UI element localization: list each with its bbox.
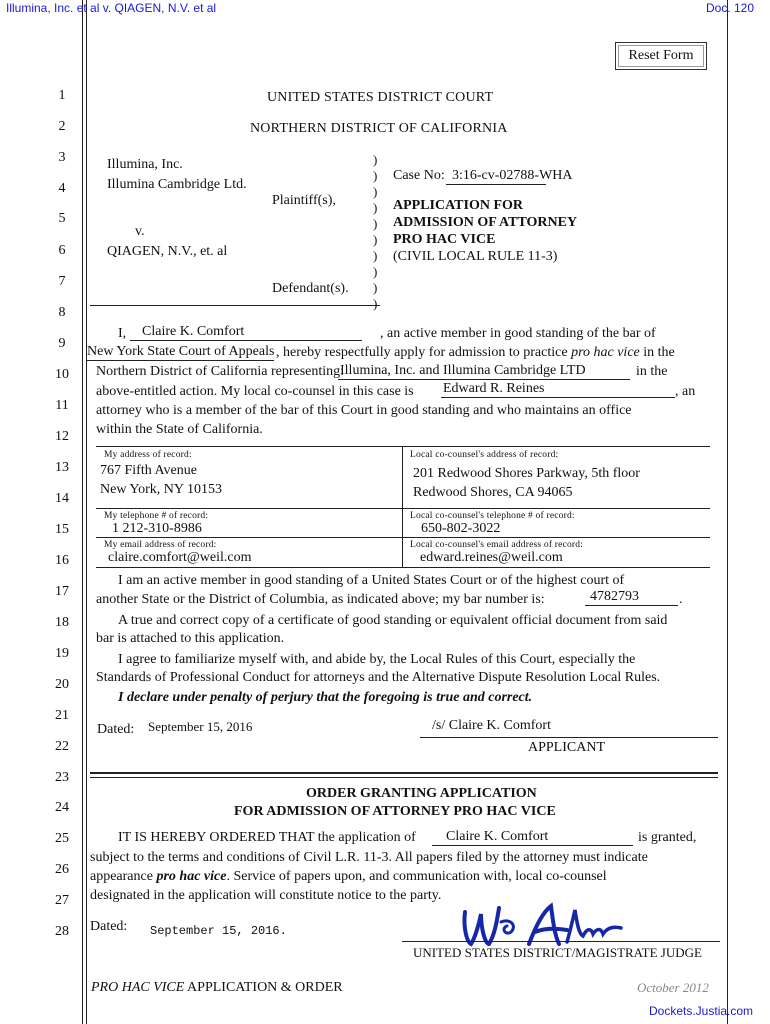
caption-paren: ): [373, 232, 378, 247]
order-text-2: subject to the terms and conditions of Civil L.R. 11-3. All papers filed by the attorney must indicate: [90, 850, 648, 865]
app-text-5: attorney who is a member of the bar of this Court in good standing and who maintains an office: [96, 403, 632, 418]
order-text-1a: IT IS HEREBY ORDERED THAT the application of: [118, 830, 416, 845]
app-text-4: above-entitled action. My local co-counsel in this case is: [96, 384, 414, 399]
line-number: 10: [55, 367, 69, 382]
decl-p1-a: I am an active member in good standing of a United States Court or of the highest court of: [118, 573, 625, 588]
order-text-3: [90, 869, 607, 885]
my-email[interactable]: claire.comfort@weil.com: [108, 550, 252, 565]
decl-p1-end: .: [679, 592, 683, 607]
order-pro-hac-vice: pro hac vice: [156, 869, 227, 884]
local-phone-label: Local co-counsel's telephone # of record:: [410, 511, 575, 521]
footer-form-name: [91, 980, 343, 996]
line-number: 12: [55, 429, 69, 444]
applicant-label: APPLICANT: [528, 740, 606, 755]
caption-paren: ): [373, 264, 378, 279]
records-rule-3: [96, 537, 710, 538]
records-divider: [402, 446, 403, 568]
order-applicant-underline: [432, 845, 633, 846]
line-number: 6: [58, 243, 66, 258]
representing-field[interactable]: Illumina, Inc. and Illumina Cambridge LTD: [340, 363, 586, 378]
footer-form-a: PRO HAC VICE: [91, 980, 185, 995]
caption-title-3: PRO HAC VICE: [393, 232, 496, 247]
line-number: 23: [55, 770, 69, 785]
line-number: 11: [55, 398, 69, 413]
justia-watermark[interactable]: Dockets.Justia.com: [649, 1004, 754, 1018]
my-address-label: My address of record:: [104, 450, 192, 460]
pro-hac-vice-text: pro hac vice: [571, 345, 640, 360]
order-title-2: FOR ADMISSION OF ATTORNEY PRO HAC VICE: [234, 804, 556, 819]
left-margin-line-2: [86, 0, 87, 1024]
doc-number[interactable]: Doc. 120: [706, 1, 755, 15]
caption-paren: ): [373, 248, 378, 263]
app-text-6: within the State of California.: [96, 422, 263, 437]
plaintiff-1: Illumina, Inc.: [107, 157, 183, 172]
caption-underline: [90, 305, 380, 306]
order-divider-1: [90, 772, 718, 774]
caption-paren: ): [373, 200, 378, 215]
caption-paren: ): [373, 152, 378, 167]
case-no-underline: [446, 184, 546, 185]
local-address-1[interactable]: 201 Redwood Shores Parkway, 5th floor: [413, 466, 640, 481]
left-margin-line: [82, 0, 83, 1024]
order-text-1b: is granted,: [638, 830, 697, 845]
footer-form-b: APPLICATION & ORDER: [184, 980, 343, 995]
order-text-3b: . Service of papers upon, and communication with, local co-counsel: [226, 869, 607, 884]
order-text-4: designated in the application will constitute notice to the party.: [90, 888, 442, 903]
app-text-4b: , an: [675, 384, 696, 399]
line-number: 19: [55, 646, 69, 661]
line-number: 5: [58, 211, 66, 226]
versus: v.: [135, 224, 145, 239]
footer-edition: October 2012: [637, 980, 709, 995]
line-number: 28: [55, 924, 69, 939]
case-title-header[interactable]: Illumina, Inc. et al v. QIAGEN, N.V. et al: [6, 1, 217, 15]
applicant-signature-field[interactable]: /s/ Claire K. Comfort: [432, 718, 551, 733]
order-date-field[interactable]: September 15, 2016.: [150, 924, 287, 938]
line-number: 16: [55, 553, 69, 568]
co-counsel-underline: [441, 397, 675, 398]
order-divider-2: [90, 777, 718, 778]
my-phone-label: My telephone # of record:: [104, 511, 209, 521]
bar-of-underline: [87, 360, 274, 361]
line-number: 20: [55, 677, 69, 692]
case-no-label: Case No:: [393, 168, 445, 183]
app-text-1: , an active member in good standing of the bar of: [380, 326, 656, 341]
app-text-2: [276, 345, 675, 361]
perjury-declaration: I declare under penalty of perjury that the foregoing is true and correct.: [118, 690, 533, 705]
line-number: 3: [58, 150, 66, 165]
line-number: 9: [58, 336, 66, 351]
attorney-name-field[interactable]: Claire K. Comfort: [142, 324, 245, 339]
decl-p1-b: another State or the District of Columbia, as indicated above; my bar number is:: [96, 592, 545, 607]
order-text-3a: appearance: [90, 869, 157, 884]
plaintiff-2: Illumina Cambridge Ltd.: [107, 177, 247, 192]
decl-p2-b: bar is attached to this application.: [96, 631, 285, 646]
decl-p3-b: Standards of Professional Conduct for attorneys and the Alternative Dispute Resolution Local Rules.: [96, 670, 661, 685]
local-email[interactable]: edward.reines@weil.com: [420, 550, 563, 565]
app-text-2b: in the: [639, 345, 675, 360]
caption-paren: ): [373, 216, 378, 231]
local-address-label: Local co-counsel's address of record:: [410, 450, 559, 460]
caption-title-4: (CIVIL LOCAL RULE 11-3): [393, 249, 558, 264]
local-email-label: Local co-counsel's email address of record:: [410, 540, 584, 550]
caption-paren: ): [373, 280, 378, 295]
plaintiffs-label: Plaintiff(s),: [272, 193, 336, 208]
judge-signature-underline: [402, 941, 720, 942]
defendant: QIAGEN, N.V., et. al: [107, 244, 228, 259]
line-number: 25: [55, 831, 69, 846]
order-applicant-field[interactable]: Claire K. Comfort: [446, 829, 549, 844]
caption-paren: ): [373, 296, 378, 311]
co-counsel-field[interactable]: Edward R. Reines: [443, 381, 545, 396]
i-label: I,: [118, 326, 127, 341]
line-number: 24: [55, 800, 69, 815]
line-number: 2: [58, 119, 66, 134]
order-dated-label: Dated:: [90, 919, 128, 934]
records-bottom-rule: [96, 567, 710, 568]
signature-underline: [420, 737, 718, 738]
line-number: 1: [58, 88, 66, 103]
my-address-1[interactable]: 767 Fifth Avenue: [100, 463, 197, 478]
defendants-label: Defendant(s).: [272, 281, 349, 296]
my-phone[interactable]: 1 212-310-8986: [112, 521, 202, 536]
local-address-2[interactable]: Redwood Shores, CA 94065: [413, 485, 573, 500]
line-number: 7: [58, 274, 66, 289]
court-district: NORTHERN DISTRICT OF CALIFORNIA: [250, 121, 508, 136]
caption-title-2: ADMISSION OF ATTORNEY: [393, 215, 578, 230]
my-email-label: My email address of record:: [104, 540, 217, 550]
my-address-2[interactable]: New York, NY 10153: [100, 482, 222, 497]
right-margin-line: [727, 0, 728, 1024]
caption-paren: ): [373, 168, 378, 183]
representing-underline: [338, 379, 630, 380]
line-number: 17: [55, 584, 69, 599]
local-phone[interactable]: 650-802-3022: [421, 521, 501, 536]
line-number: 8: [58, 305, 66, 320]
application-date-field[interactable]: September 15, 2016: [148, 719, 253, 734]
attorney-name-underline: [130, 340, 362, 341]
dated-label: Dated:: [97, 722, 135, 737]
court-name: UNITED STATES DISTRICT COURT: [267, 90, 494, 105]
judge-label: UNITED STATES DISTRICT/MAGISTRATE JUDGE: [413, 945, 702, 960]
line-number: 27: [55, 893, 69, 908]
decl-p3-a: I agree to familiarize myself with, and abide by, the Local Rules of this Court, especially the: [118, 652, 636, 667]
app-text-3b: in the: [636, 364, 668, 379]
app-text-2a: , hereby respectfully apply for admission to practice: [276, 345, 572, 360]
reset-form-button[interactable]: Reset Form: [615, 42, 707, 70]
line-number: 15: [55, 522, 69, 537]
caption-paren: ): [373, 184, 378, 199]
case-no[interactable]: 3:16-cv-02788-WHA: [452, 168, 573, 183]
line-number: 4: [58, 181, 66, 196]
line-number: 22: [55, 739, 69, 754]
order-title-1: ORDER GRANTING APPLICATION: [306, 786, 537, 801]
decl-p2-a: A true and correct copy of a certificate of good standing or equivalent official document from said: [118, 613, 668, 628]
bar-number-field[interactable]: 4782793: [590, 589, 639, 604]
line-number: 18: [55, 615, 69, 630]
line-number: 21: [55, 708, 69, 723]
line-number: 13: [55, 460, 69, 475]
caption-title-1: APPLICATION FOR: [393, 198, 524, 213]
records-rule-2: [96, 508, 710, 509]
line-number: 26: [55, 862, 69, 877]
line-number: 14: [55, 491, 69, 506]
bar-of-field[interactable]: New York State Court of Appeals: [87, 344, 275, 359]
app-text-3: Northern District of California representing:: [96, 364, 345, 379]
bar-number-underline: [585, 605, 678, 606]
records-top-rule: [96, 446, 710, 447]
